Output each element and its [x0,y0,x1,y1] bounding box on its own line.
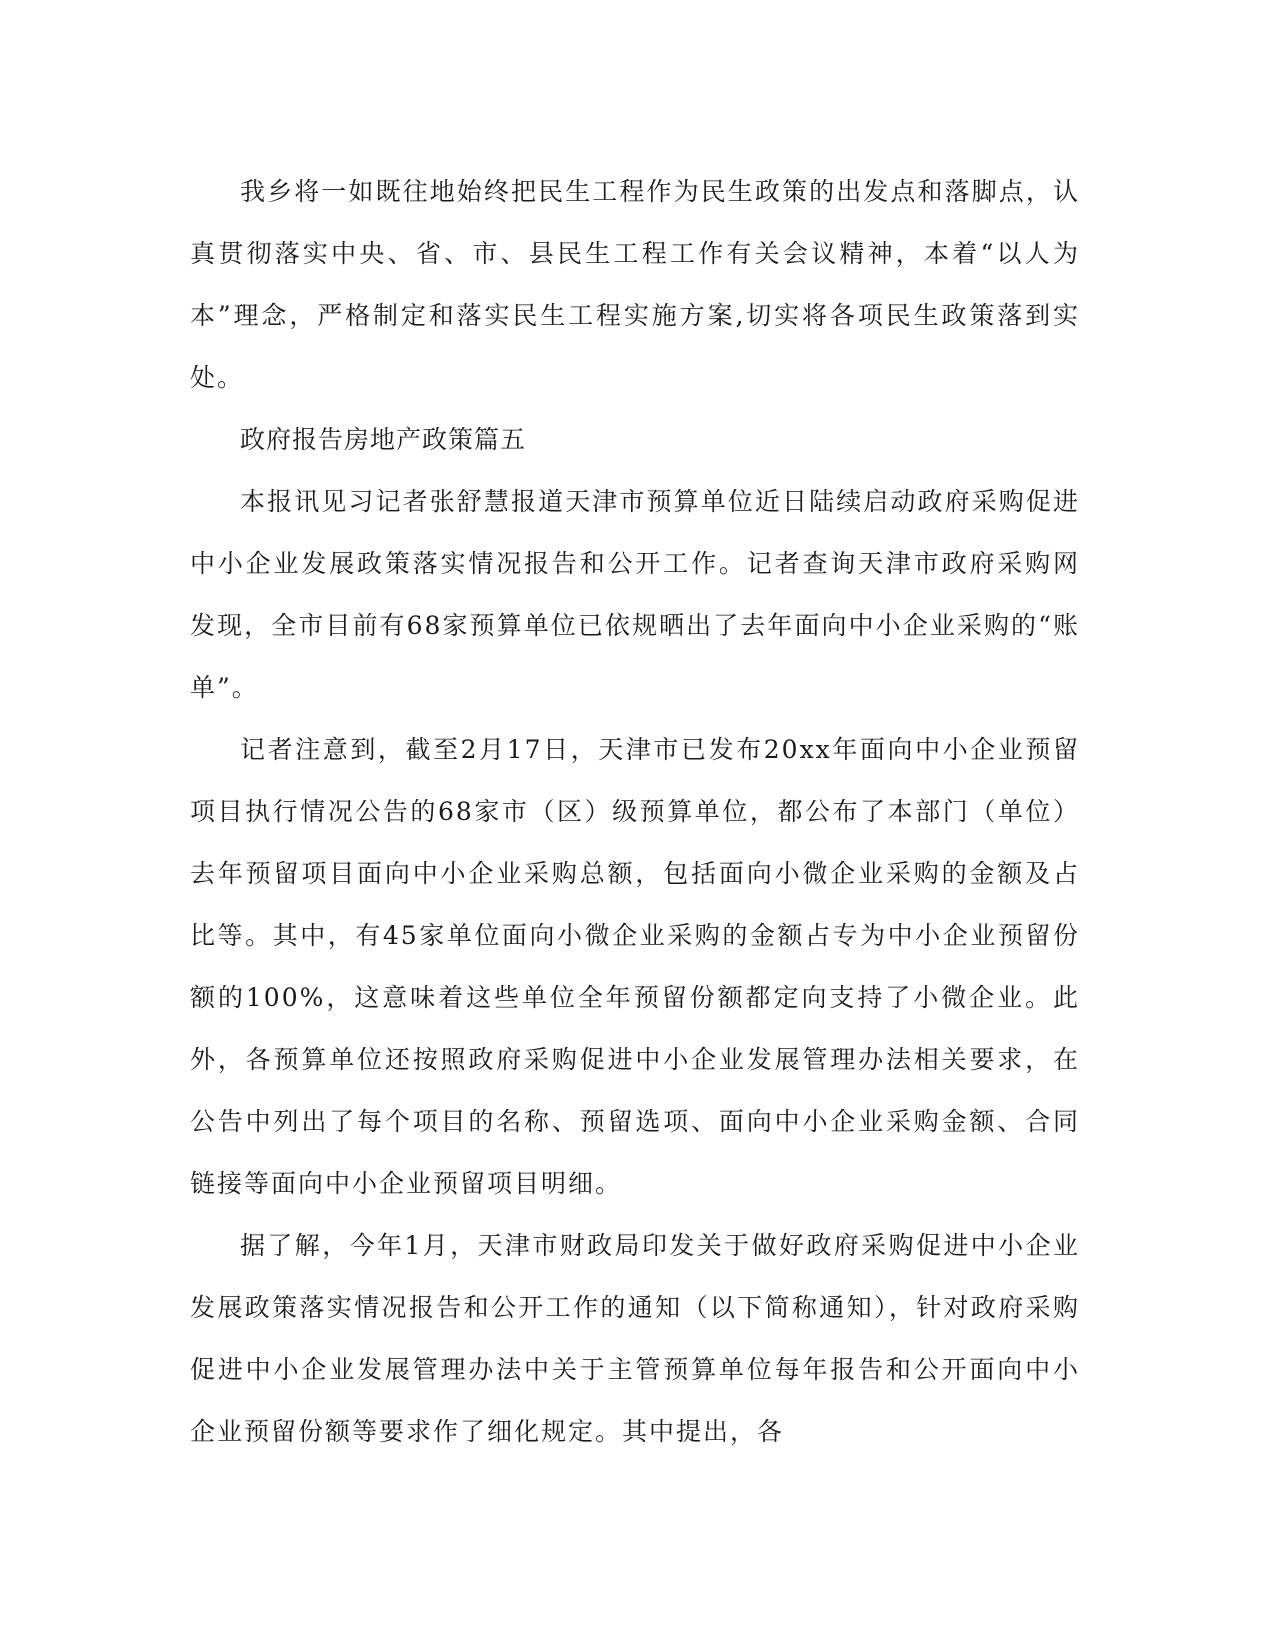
paragraph-finance-bureau-notice: 据了解，今年1月，天津市财政局印发关于做好政府采购促进中小企业发展政策落实情况报告和公开工作的通知（以下简称通知），针对政府采购促进中小企业发展管理办法中关于主管预算单位每年报告和公开面向中小企业预留份额等要求作了细化规定。其中提出，各 [190,1231,1080,1446]
paragraph-livelihood-policy: 我乡将一如既往地始终把民生工程作为民生政策的出发点和落脚点，认真贯彻落实中央、省、市、县民生工程工作有关会议精神，本着“以人为本”理念，严格制定和落实民生工程实施方案,切实将各项民生政策落到实处。 [190,177,1080,392]
section-heading: 政府报告房地产政策篇五 [240,425,527,454]
paragraph-announcement-details: 记者注意到，截至2月17日，天津市已发布20xx年面向中小企业预留项目执行情况公告的68家市（区）级预算单位，都公布了本部门（单位）去年预留项目面向中小企业采购总额，包括面向小微企业采购的金额及占比等。其中，有45家单位面向小微企业采购的金额占专为中小企业预留份额的100%，这意味着这些单位全年预留份额都定向支持了小微企业。此外，各预算单位还按照政府采购促进中小企业发展管理办法相关要求，在公告中列出了每个项目的名称、预留选项、面向中小企业采购金额、合同链接等面向中小企业预留项目明细。 [190,735,1080,1198]
document-body [190,161,1080,1463]
paragraph-news-lead: 本报讯见习记者张舒慧报道天津市预算单位近日陆续启动政府采购促进中小企业发展政策落实情况报告和公开工作。记者查询天津市政府采购网发现，全市目前有68家预算单位已依规晒出了去年面向中小企业采购的“账单”。 [190,487,1080,702]
